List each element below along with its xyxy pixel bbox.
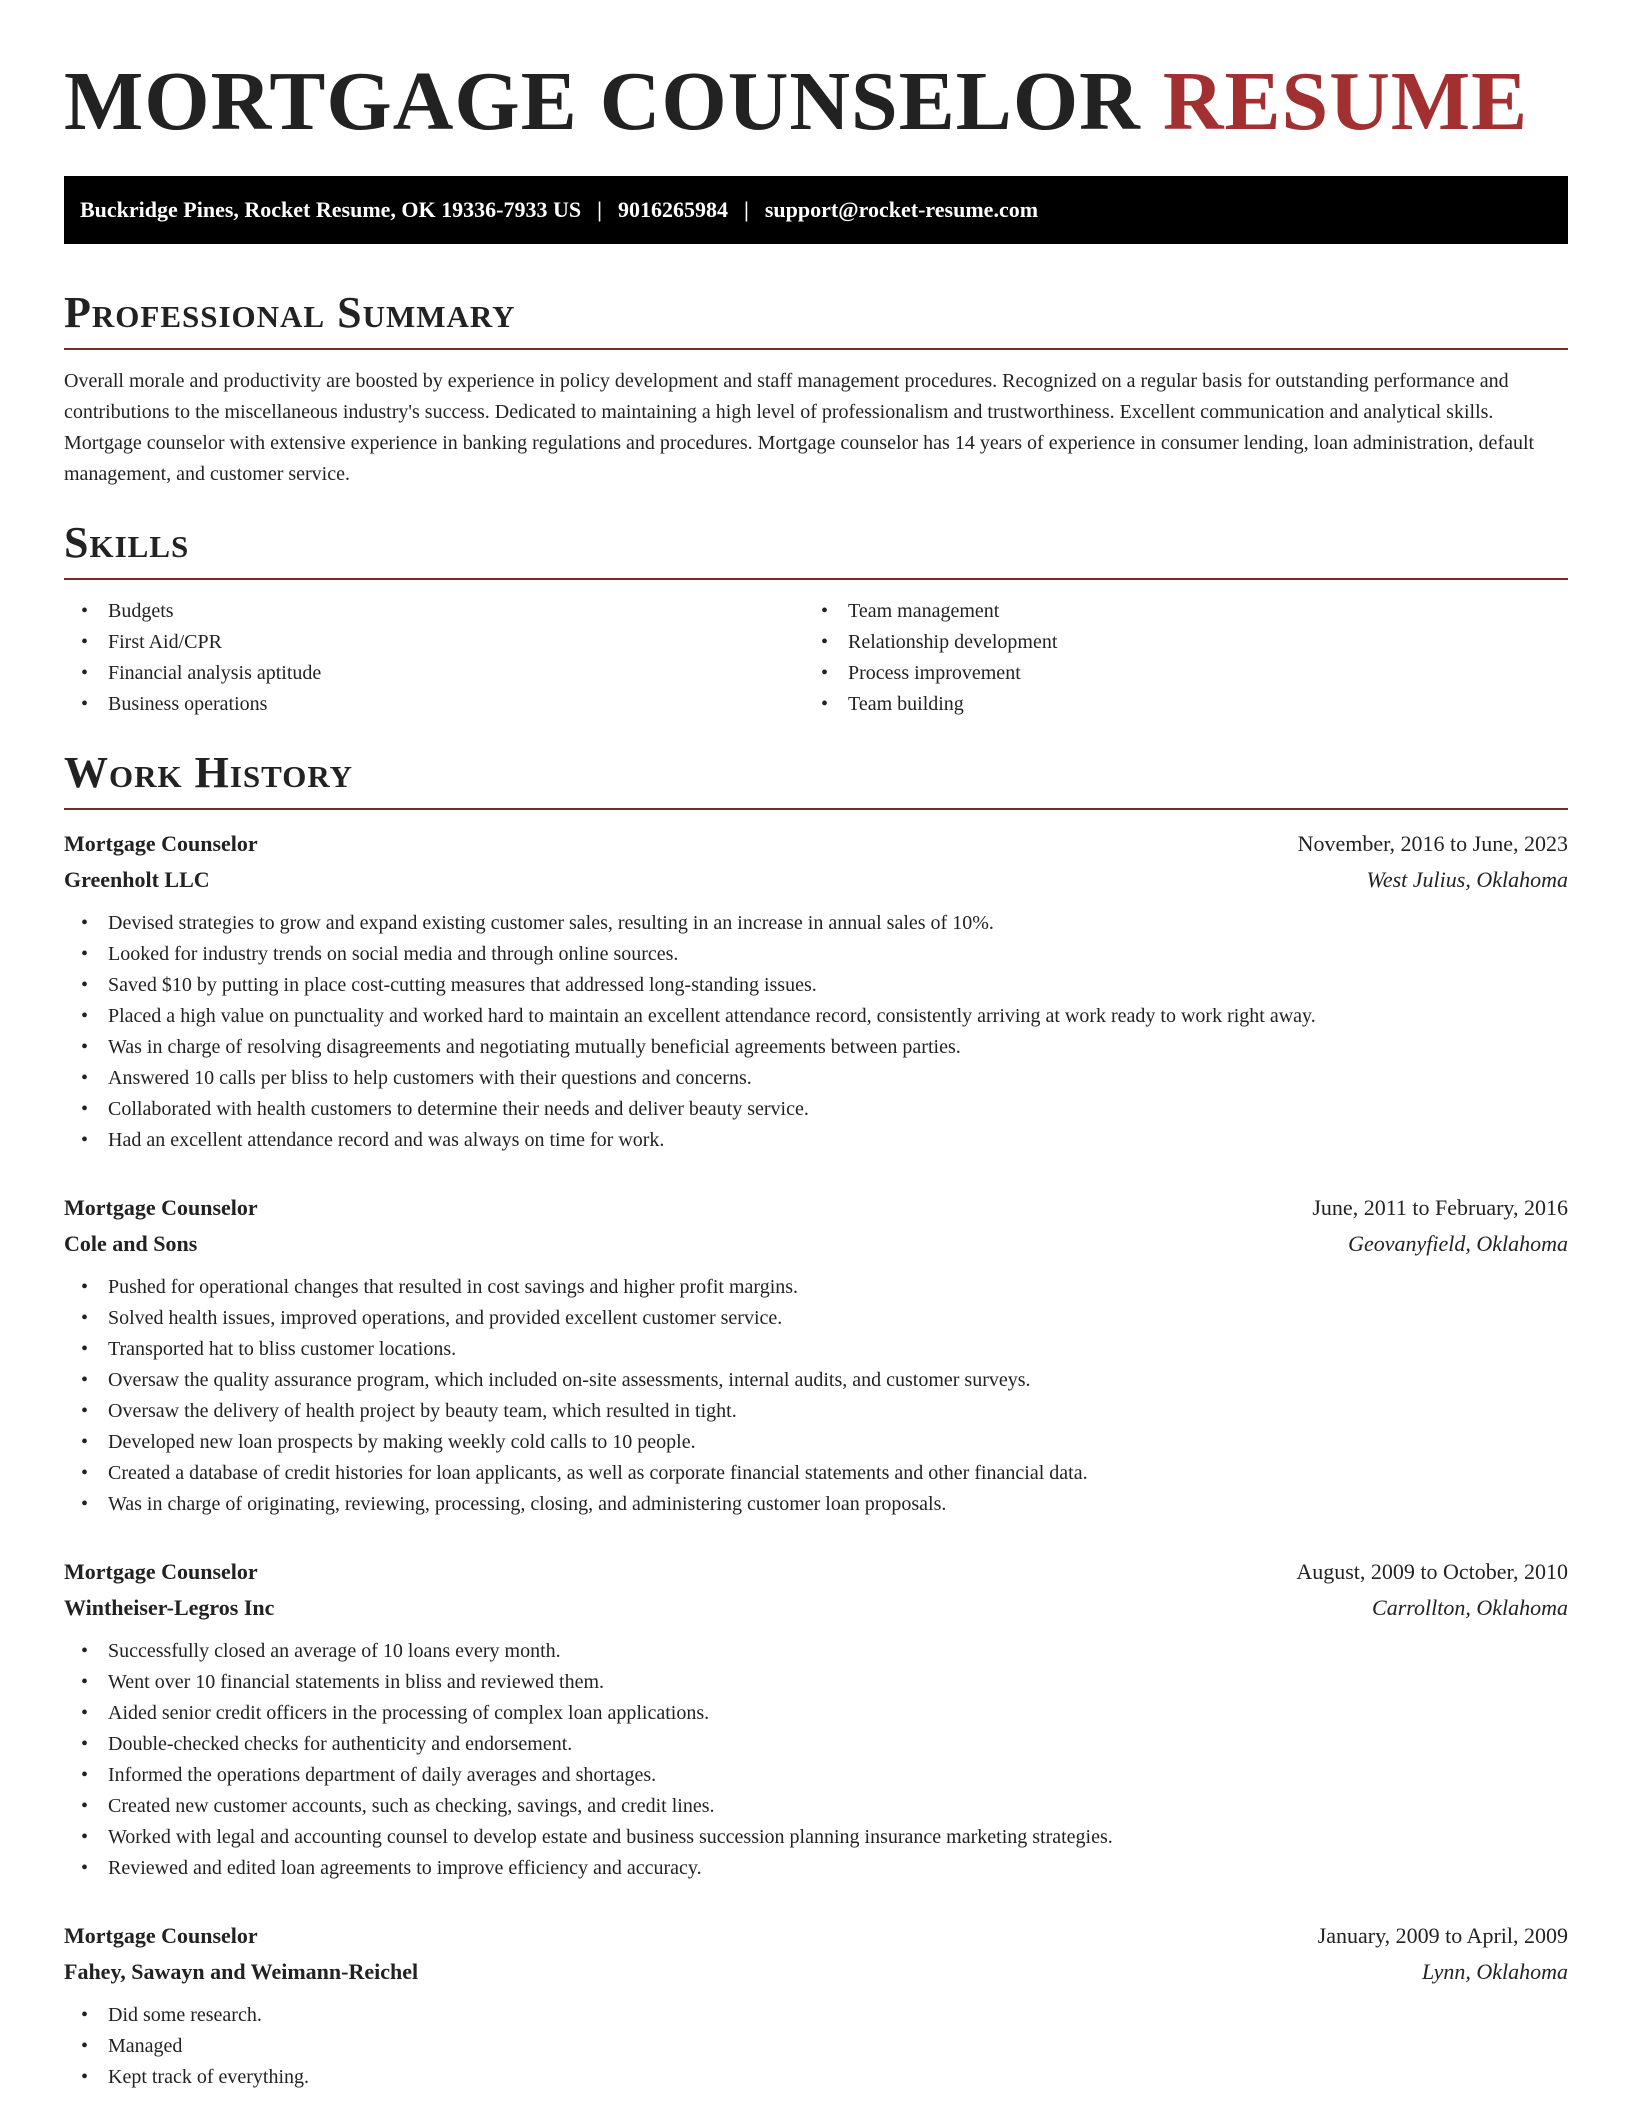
job-bullet: • Collaborated with health customers to determine their needs and deliver beauty service.: [64, 1094, 1568, 1125]
skill-item: • Business operations: [64, 689, 804, 720]
skills-section: [64, 518, 1568, 720]
job-bullet: • Kept track of everything.: [64, 2062, 1568, 2093]
job-bullets: [64, 908, 1568, 1156]
job-title: Mortgage Counselor: [64, 831, 258, 856]
job-bullet: • Was in charge of originating, reviewing, processing, closing, and administering customer loan proposals.: [64, 1489, 1568, 1520]
job-dates: August, 2009 to October, 2010: [1296, 1559, 1568, 1584]
job-bullet: • Created a database of credit histories for loan applicants, as well as corporate financial statements and other financial data.: [64, 1458, 1568, 1489]
job-company: Fahey, Sawayn and Weimann-Reichel: [64, 1959, 419, 1984]
job-entry: [64, 1190, 1568, 1520]
job-bullet: • Did some research.: [64, 2000, 1568, 2031]
job-company-row: [64, 1590, 1568, 1626]
job-location: West Julius, Oklahoma: [1366, 867, 1568, 892]
job-header-row: [64, 1918, 1568, 1954]
work-heading: Work History: [64, 748, 354, 797]
job-header-row: [64, 1190, 1568, 1226]
job-bullet: • Saved $10 by putting in place cost-cutting measures that addressed long-standing issues.: [64, 970, 1568, 1001]
job-bullet: • Developed new loan prospects by making weekly cold calls to 10 people.: [64, 1427, 1568, 1458]
section-divider: [64, 578, 1568, 580]
job-bullet: • Successfully closed an average of 10 loans every month.: [64, 1636, 1568, 1667]
job-bullet: • Managed: [64, 2031, 1568, 2062]
job-bullet: • Solved health issues, improved operations, and provided excellent customer service.: [64, 1303, 1568, 1334]
job-dates: November, 2016 to June, 2023: [1297, 831, 1568, 856]
summary-section: [64, 288, 1568, 490]
contact-separator: |: [743, 197, 749, 222]
job-bullet: • Was in charge of resolving disagreements and negotiating mutually beneficial agreements between parties.: [64, 1032, 1568, 1063]
skill-item: • Process improvement: [804, 658, 1568, 689]
job-location: Carrollton, Oklahoma: [1372, 1595, 1568, 1620]
job-header-row: [64, 1554, 1568, 1590]
job-dates: June, 2011 to February, 2016: [1312, 1195, 1568, 1220]
job-title: Mortgage Counselor: [64, 1923, 258, 1948]
job-entry: [64, 1554, 1568, 1884]
job-bullet: • Had an excellent attendance record and was always on time for work.: [64, 1125, 1568, 1156]
skills-heading: Skills: [64, 518, 190, 567]
contact-bar: [64, 176, 1568, 244]
job-bullet: • Placed a high value on punctuality and worked hard to maintain an excellent attendance record, consistently arriving at work ready to work right away.: [64, 1001, 1568, 1032]
contact-email: support@rocket-resume.com: [764, 197, 1039, 222]
title-main: MORTGAGE COUNSELOR: [64, 55, 1163, 148]
job-company-row: [64, 1226, 1568, 1262]
section-divider: [64, 808, 1568, 810]
skill-item: • Relationship development: [804, 627, 1568, 658]
job-bullet: • Double-checked checks for authenticity and endorsement.: [64, 1729, 1568, 1760]
job-bullet: • Went over 10 financial statements in bliss and reviewed them.: [64, 1667, 1568, 1698]
work-section: [64, 748, 1568, 2093]
job-list: [64, 826, 1568, 2093]
job-bullet: • Oversaw the delivery of health project by beauty team, which resulted in tight.: [64, 1396, 1568, 1427]
job-dates: January, 2009 to April, 2009: [1317, 1923, 1568, 1948]
job-header-row: [64, 826, 1568, 862]
skill-item: • Financial analysis aptitude: [64, 658, 804, 689]
job-bullet: • Oversaw the quality assurance program, which included on-site assessments, internal audits, and customer surveys.: [64, 1365, 1568, 1396]
job-bullets: [64, 2000, 1568, 2093]
job-title: Mortgage Counselor: [64, 1559, 258, 1584]
summary-heading: Professional Summary: [64, 288, 516, 337]
job-entry: [64, 1918, 1568, 2093]
job-bullet: • Answered 10 calls per bliss to help customers with their questions and concerns.: [64, 1063, 1568, 1094]
job-location: Geovanyfield, Oklahoma: [1348, 1231, 1568, 1256]
job-bullets: [64, 1636, 1568, 1884]
job-location: Lynn, Oklahoma: [1422, 1959, 1568, 1984]
skill-item: • Budgets: [64, 596, 804, 627]
resume-title: [64, 52, 1568, 152]
section-divider: [64, 348, 1568, 350]
contact-address: Buckridge Pines, Rocket Resume, OK 19336-7933 US: [80, 197, 582, 222]
skills-list-left: [64, 596, 804, 720]
job-bullet: • Informed the operations department of daily averages and shortages.: [64, 1760, 1568, 1791]
job-title: Mortgage Counselor: [64, 1195, 258, 1220]
summary-text: Overall morale and productivity are boosted by experience in policy development and staff management procedures. Recognized on a regular basis for outstanding performance and contributions to the miscellaneous industry's success. Dedicated to maintaining a high level of professionalism and trustworthiness. Excellent communication and analytical skills. Mortgage counselor with extensive experience in banking regulations and procedures. Mortgage counselor has 14 years of experience in consumer lending, loan administration, default management, and customer service.: [64, 370, 1535, 485]
job-bullet: • Transported hat to bliss customer locations.: [64, 1334, 1568, 1365]
job-company: Greenholt LLC: [64, 867, 210, 892]
skills-list-right: [804, 596, 1568, 720]
job-company-row: [64, 1954, 1568, 1990]
skill-item: • Team management: [804, 596, 1568, 627]
job-bullet: • Pushed for operational changes that resulted in cost savings and higher profit margins.: [64, 1272, 1568, 1303]
job-entry: [64, 826, 1568, 1156]
job-bullet: • Aided senior credit officers in the processing of complex loan applications.: [64, 1698, 1568, 1729]
job-bullet: • Reviewed and edited loan agreements to improve efficiency and accuracy.: [64, 1853, 1568, 1884]
skill-item: • First Aid/CPR: [64, 627, 804, 658]
skills-grid: [64, 596, 1568, 720]
job-bullet: • Devised strategies to grow and expand existing customer sales, resulting in an increase in annual sales of 10%.: [64, 908, 1568, 939]
job-bullet: • Worked with legal and accounting counsel to develop estate and business succession planning insurance marketing strategies.: [64, 1822, 1568, 1853]
job-bullet: • Looked for industry trends on social media and through online sources.: [64, 939, 1568, 970]
job-company: Cole and Sons: [64, 1231, 198, 1256]
contact-separator: |: [597, 197, 602, 222]
job-company-row: [64, 862, 1568, 898]
title-accent: RESUME: [1162, 55, 1529, 148]
skill-item: • Team building: [804, 689, 1568, 720]
contact-phone: 9016265984: [617, 197, 728, 222]
job-bullet: • Created new customer accounts, such as checking, savings, and credit lines.: [64, 1791, 1568, 1822]
job-company: Wintheiser-Legros Inc: [64, 1595, 275, 1620]
job-bullets: [64, 1272, 1568, 1520]
